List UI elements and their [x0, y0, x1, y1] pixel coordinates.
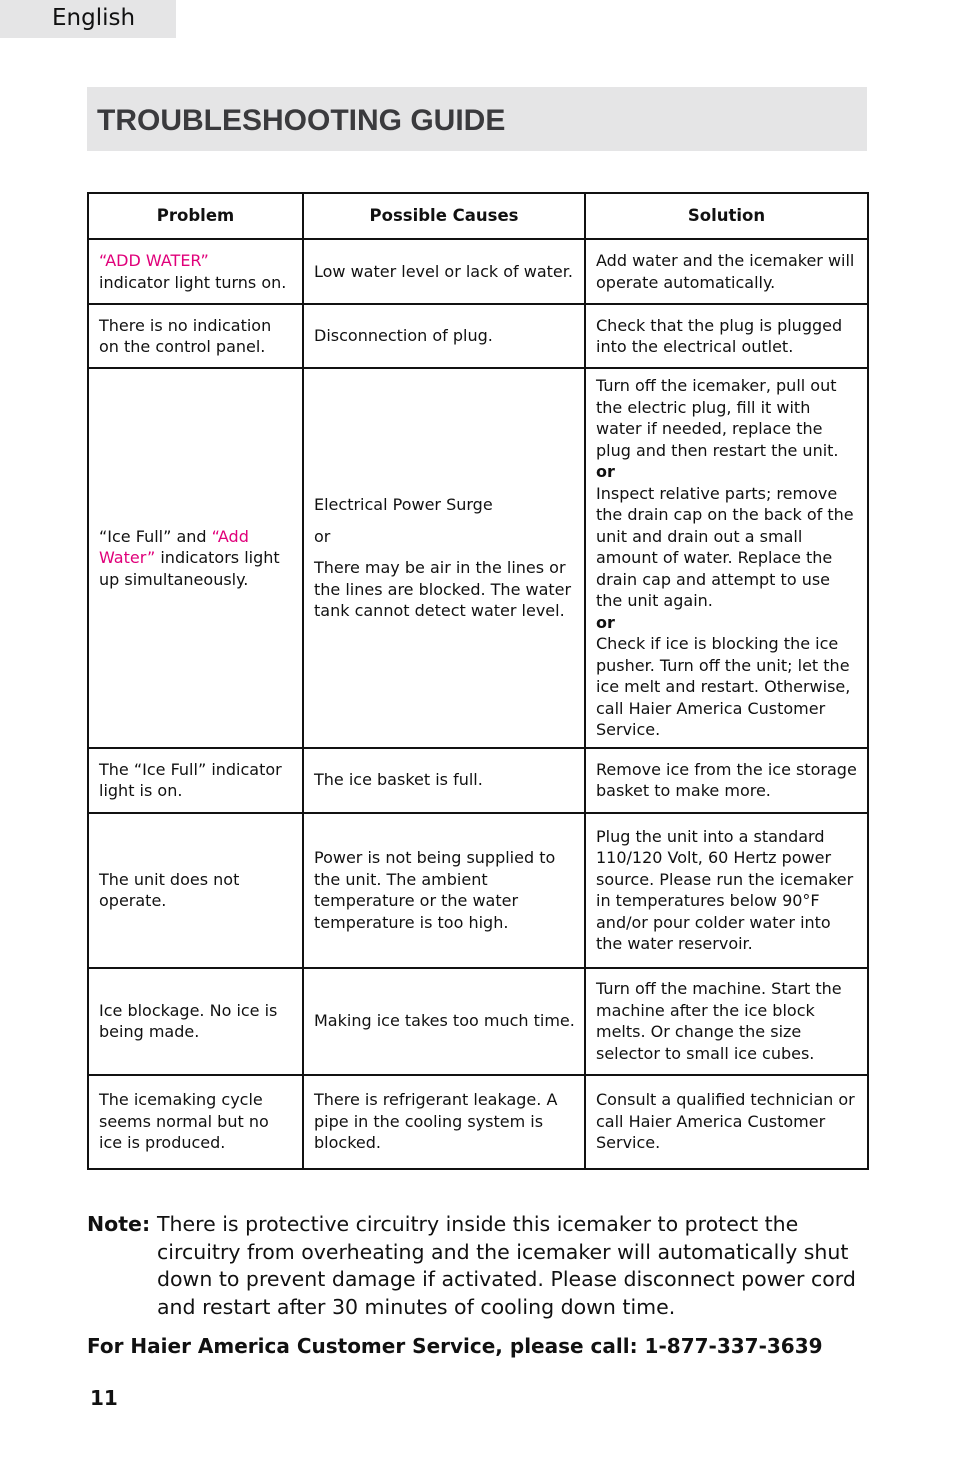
solution-cell: Add water and the icemaker will operate automatically.	[585, 239, 868, 304]
language-label: English	[52, 5, 136, 31]
problem-text-post: indicators light up simultaneously.	[99, 548, 280, 589]
solution-part-1: Turn off the icemaker, pull out the electric plug, fill it with water if needed, replace the plug and then restart the unit.	[596, 376, 839, 460]
causes-cell: Power is not being supplied to the unit. The ambient temperature or the water temperature is too high.	[303, 813, 585, 968]
cause-line-3: There may be air in the lines or the lines are blocked. The water tank cannot detect water level.	[314, 558, 572, 620]
solution-or-1: or	[596, 462, 615, 481]
customer-service-line: For Haier America Customer Service, please call: 1-877-337-3639	[87, 1334, 823, 1358]
table-header-row	[88, 193, 868, 239]
note-block	[87, 1211, 877, 1321]
problem-cell	[88, 368, 303, 748]
causes-cell: Low water level or lack of water.	[303, 239, 585, 304]
solution-cell: Check that the plug is plugged into the electrical outlet.	[585, 304, 868, 368]
troubleshooting-table	[87, 192, 869, 1170]
solution-cell: Plug the unit into a standard 110/120 Volt, 60 Hertz power source. Please run the icemaker in temperatures below 90°F and/or pour colder water into the water reservoir.	[585, 813, 868, 968]
table-row	[88, 968, 868, 1075]
header-solution: Solution	[585, 193, 868, 239]
problem-accent-text: “Add Water”	[99, 526, 249, 567]
solution-part-2: Inspect relative parts; remove the drain cap on the back of the unit and drain out a small amount of water. Replace the drain cap and attempt to use the unit again.	[596, 483, 854, 610]
table-row	[88, 1075, 868, 1169]
table-row	[88, 748, 868, 813]
problem-cell	[88, 239, 303, 304]
cause-line-2: or	[314, 526, 331, 546]
problem-cell: There is no indication on the control panel.	[88, 304, 303, 368]
solution-or-2: or	[596, 612, 615, 632]
solution-cell: Turn off the machine. Start the machine after the ice block melts. Or change the size selector to small ice cubes.	[585, 968, 868, 1075]
solution-cell: Remove ice from the ice storage basket to make more.	[585, 748, 868, 813]
note-text: There is protective circuitry inside this icemaker to protect the circuitry from overheating and the icemaker will automatically shut down to prevent damage if activated. Please disconnect power cord and restart after 30 minutes of cooling down time.	[157, 1212, 856, 1319]
page-number: 11	[90, 1386, 118, 1410]
problem-cell: The “Ice Full” indicator light is on.	[88, 748, 303, 813]
causes-cell	[303, 368, 585, 748]
causes-cell: Making ice takes too much time.	[303, 968, 585, 1075]
problem-cell: The icemaking cycle seems normal but no ice is produced.	[88, 1075, 303, 1169]
causes-cell: The ice basket is full.	[303, 748, 585, 813]
problem-cell: Ice blockage. No ice is being made.	[88, 968, 303, 1075]
table-row	[88, 304, 868, 368]
solution-cell	[585, 368, 868, 748]
table-row	[88, 239, 868, 304]
problem-cell: The unit does not operate.	[88, 813, 303, 968]
header-problem: Problem	[88, 193, 303, 239]
table-row	[88, 813, 868, 968]
table-row	[88, 368, 868, 748]
problem-text: indicator light turns on.	[99, 272, 287, 292]
problem-text-pre: “Ice Full” and	[99, 526, 212, 546]
causes-cell: Disconnection of plug.	[303, 304, 585, 368]
cause-line-1: Electrical Power Surge	[314, 495, 493, 514]
causes-cell: There is refrigerant leakage. A pipe in the cooling system is blocked.	[303, 1075, 585, 1169]
problem-accent-text: “ADD WATER”	[99, 251, 209, 270]
solution-part-3: Check if ice is blocking the ice pusher. Turn off the unit; let the ice melt and restart. Otherwise, call Haier America Customer Service.	[596, 634, 851, 739]
note-label: Note:	[87, 1212, 151, 1236]
header-possible-causes: Possible Causes	[303, 193, 585, 239]
solution-cell: Consult a qualified technician or call Haier America Customer Service.	[585, 1075, 868, 1169]
page-title: TROUBLESHOOTING GUIDE	[97, 104, 506, 137]
title-bar	[87, 87, 867, 151]
language-tab	[0, 0, 176, 38]
